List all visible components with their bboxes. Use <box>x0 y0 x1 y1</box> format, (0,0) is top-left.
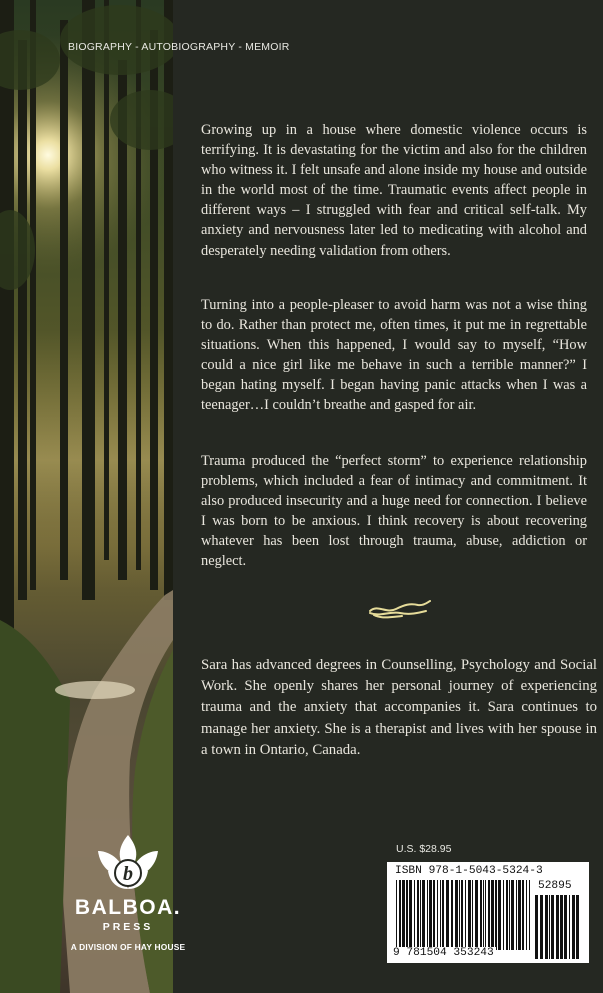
barcode-bar <box>549 895 550 959</box>
barcode-bar <box>475 880 478 950</box>
isbn-text: ISBN 978-1-5043-5324-3 <box>395 865 543 877</box>
barcode-bar <box>417 880 419 950</box>
barcode-bar <box>442 880 444 950</box>
barcode-bar <box>485 880 486 950</box>
publisher-division: A DIVISION OF HAY HOUSE <box>70 942 186 952</box>
barcode-bar <box>396 880 397 950</box>
barcode-bar <box>468 880 471 950</box>
publisher-sub: PRESS <box>102 921 154 933</box>
barcode-bar <box>409 880 412 950</box>
barcode-bar <box>511 880 514 950</box>
isbn-barcode <box>387 862 589 963</box>
barcode-bar <box>564 895 567 959</box>
barcode-bar <box>459 880 460 950</box>
barcode-bar <box>429 880 432 950</box>
author-bio: Sara has advanced degrees in Counselling, Psychology and Social Work. She openly shares her personal journey of experiencing trauma and the anxiety that accompanies it. Sara continues to manage her anxiety. She is a therapist and lives with her spouse in a town in Ontario, Canada. <box>201 657 597 758</box>
price-code: 52895 <box>538 880 572 892</box>
barcode-bar <box>399 880 401 950</box>
lotus-icon <box>94 833 162 895</box>
barcode-bar <box>556 895 559 959</box>
barcode-bar <box>506 880 508 950</box>
barcode-bar <box>522 880 524 950</box>
flourish-ornament-icon <box>368 599 432 621</box>
supplement-barcode-bars <box>534 895 582 959</box>
barcode-bar <box>472 880 473 950</box>
blurb-paragraph-1: Growing up in a house where domestic violence occurs is terrifying. It is devastating for the victim and also for the children who witness it. I felt unsafe and alone inside my house and outside in the world most of the time. Traumatic events affect people in different ways – I struggled with fear and critical self-talk. My anxiety and nervousness later led to medicating with alcohol and desperately needing validation from others. <box>201 122 587 259</box>
barcode-bar <box>491 880 494 950</box>
barcode-bar <box>488 880 490 950</box>
barcode-bar <box>560 895 563 959</box>
barcode-bar <box>509 880 510 950</box>
barcode-bar <box>498 880 501 950</box>
publisher-logo <box>63 833 193 958</box>
blurb-paragraph-2: Turning into a people-pleaser to avoid harm was not a wise thing to do. Rather than protect me, often times, it put me in regrettable situations. When this happened, I would say to myself, “How could a nice girl like me behave in such a terrible manner?” I began hating myself. I began having panic attacks when I was a teenager…I couldn’t breathe and gasped for air. <box>201 297 587 414</box>
barcode-digits: 9 781504 353243 <box>393 947 494 959</box>
barcode-bar <box>440 880 441 950</box>
barcode-bar <box>576 895 579 959</box>
barcode-bar <box>495 880 497 950</box>
main-barcode-bars <box>395 880 533 950</box>
barcode-bar <box>465 880 466 950</box>
barcode-bar <box>529 880 530 950</box>
barcode-bar <box>406 880 408 950</box>
barcode-bar <box>535 895 538 959</box>
barcode-bar <box>572 895 575 959</box>
barcode-bar <box>545 895 548 959</box>
price-label: U.S. $28.95 <box>396 843 452 855</box>
blurb-paragraph-3: Trauma produced the “perfect storm” to experience relationship problems, which included a fear of intimacy and commitment. It also produced insecurity and a huge need for connection. I believe I was born to be anxious. I think recovery is about recovering whatever has been lost through trauma, abuse, addiction or neglect. <box>201 453 587 570</box>
barcode-bar <box>446 880 449 950</box>
barcode-bar <box>518 880 521 950</box>
barcode-bar <box>483 880 484 950</box>
barcode-bar <box>540 895 543 959</box>
barcode-bar <box>516 880 517 950</box>
publisher-name: BALBOA. <box>74 896 182 919</box>
barcode-bar <box>402 880 405 950</box>
barcode-bar <box>433 880 435 950</box>
logo-letter: b <box>123 863 133 885</box>
barcode-bar <box>451 880 453 950</box>
barcode-bar <box>455 880 458 950</box>
barcode-bar <box>427 880 428 950</box>
barcode-bar <box>551 895 554 959</box>
barcode-bar <box>569 895 570 959</box>
barcode-bar <box>422 880 425 950</box>
genre-label: BIOGRAPHY - AUTOBIOGRAPHY - MEMOIR <box>68 41 290 53</box>
barcode-bar <box>461 880 463 950</box>
barcode-bar <box>420 880 421 950</box>
barcode-bar <box>526 880 527 950</box>
barcode-bar <box>437 880 438 950</box>
barcode-bar <box>414 880 415 950</box>
barcode-bar <box>503 880 504 950</box>
barcode-bar <box>480 880 482 950</box>
